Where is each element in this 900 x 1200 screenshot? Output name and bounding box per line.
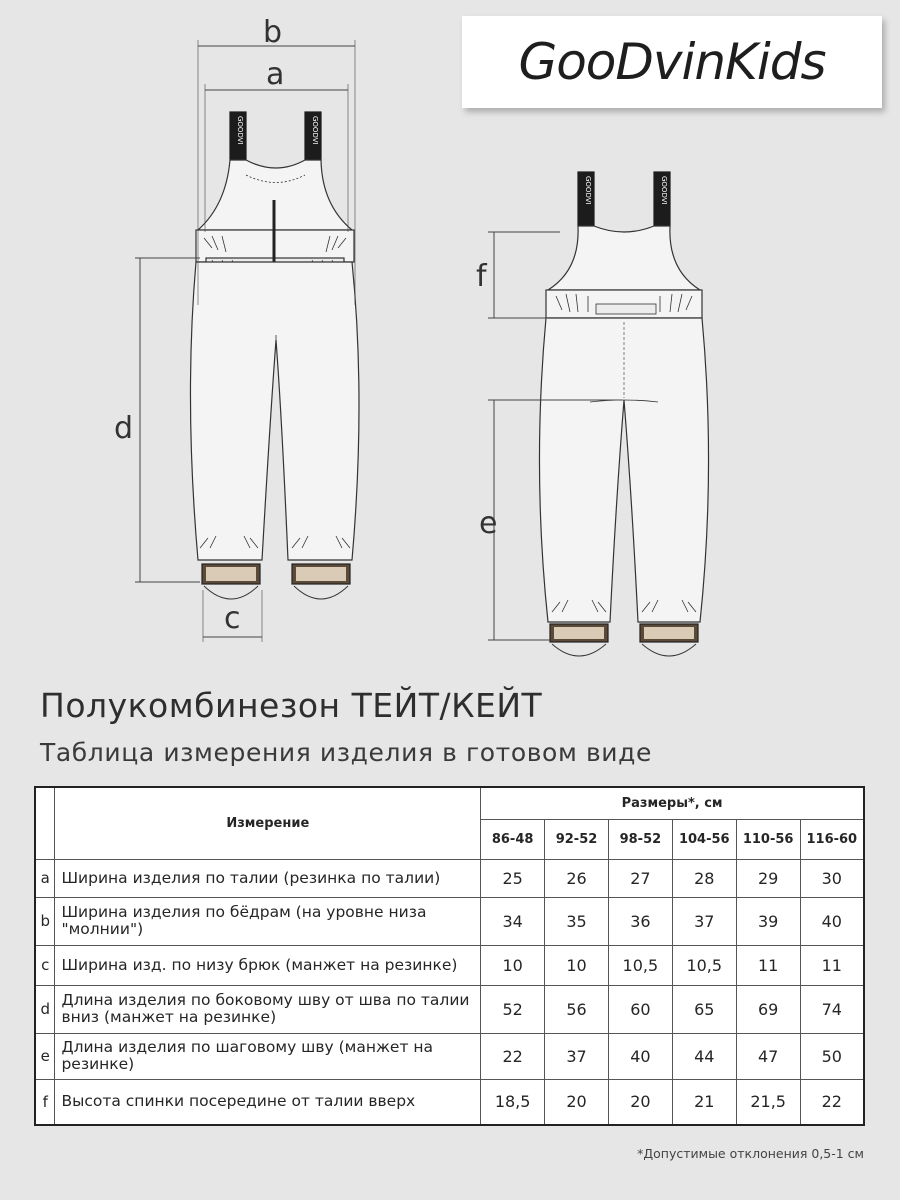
product-title: Полукомбинезон ТЕЙТ/КЕЙТ <box>40 686 543 725</box>
row-label: Высота спинки посередине от талии вверх <box>55 1079 481 1125</box>
row-value: 26 <box>545 859 609 897</box>
row-value: 74 <box>800 985 864 1033</box>
row-label: Длина изделия по шаговому шву (манжет на резинке) <box>55 1033 481 1079</box>
row-value: 35 <box>545 897 609 945</box>
row-value: 47 <box>736 1033 800 1079</box>
row-value: 36 <box>608 897 672 945</box>
row-value: 20 <box>608 1079 672 1125</box>
back-view <box>539 172 708 656</box>
row-value: 50 <box>800 1033 864 1079</box>
row-value: 44 <box>672 1033 736 1079</box>
row-value: 40 <box>608 1033 672 1079</box>
row-value: 40 <box>800 897 864 945</box>
dim-label-b: b <box>263 15 283 50</box>
sizes-header: Размеры*, см <box>481 787 864 819</box>
size-header-cell: 110-56 <box>736 819 800 859</box>
row-letter: c <box>35 945 55 985</box>
row-value: 25 <box>481 859 545 897</box>
row-letter: a <box>35 859 55 897</box>
table-row <box>35 859 864 897</box>
size-header-cell: 86-48 <box>481 819 545 859</box>
brand-logo: GooDvinKids <box>518 33 826 91</box>
size-header-cell: 92-52 <box>545 819 609 859</box>
row-label: Длина изделия по боковому шву от шва по талии вниз (манжет на резинке) <box>55 985 481 1033</box>
row-value: 29 <box>736 859 800 897</box>
row-value: 11 <box>800 945 864 985</box>
dim-label-d: d <box>114 411 134 446</box>
front-view <box>190 112 359 599</box>
row-value: 10 <box>481 945 545 985</box>
row-value: 21 <box>672 1079 736 1125</box>
table-row <box>35 1033 864 1079</box>
table-subtitle: Таблица измерения изделия в готовом виде <box>40 738 653 767</box>
table-row <box>35 897 864 945</box>
row-value: 27 <box>608 859 672 897</box>
row-value: 34 <box>481 897 545 945</box>
strap-text-back-right: GOODVI <box>660 176 668 205</box>
row-label: Ширина изделия по талии (резинка по талии) <box>55 859 481 897</box>
footnote: *Допустимые отклонения 0,5-1 см <box>637 1146 864 1161</box>
table-row <box>35 945 864 985</box>
size-table <box>34 786 865 1126</box>
row-letter: e <box>35 1033 55 1079</box>
row-letter: b <box>35 897 55 945</box>
row-value: 39 <box>736 897 800 945</box>
header-corner-cell <box>35 787 55 859</box>
dim-label-a: a <box>266 57 285 92</box>
row-value: 22 <box>800 1079 864 1125</box>
row-letter: f <box>35 1079 55 1125</box>
dim-label-e: e <box>479 506 498 541</box>
size-header-cell: 98-52 <box>608 819 672 859</box>
row-value: 21,5 <box>736 1079 800 1125</box>
row-value: 52 <box>481 985 545 1033</box>
row-letter: d <box>35 985 55 1033</box>
row-label: Ширина изд. по низу брюк (манжет на резинке) <box>55 945 481 985</box>
table-row <box>35 1079 864 1125</box>
size-header-cell: 116-60 <box>800 819 864 859</box>
dim-label-f: f <box>476 259 487 294</box>
row-value: 10,5 <box>672 945 736 985</box>
strap-text-left: GOODVI <box>236 116 244 145</box>
row-value: 69 <box>736 985 800 1033</box>
row-value: 20 <box>545 1079 609 1125</box>
row-value: 37 <box>672 897 736 945</box>
size-header-cell: 104-56 <box>672 819 736 859</box>
row-value: 60 <box>608 985 672 1033</box>
table-row <box>35 985 864 1033</box>
row-value: 11 <box>736 945 800 985</box>
measure-header: Измерение <box>55 787 481 859</box>
row-value: 10,5 <box>608 945 672 985</box>
dim-label-c: c <box>224 601 241 636</box>
row-value: 37 <box>545 1033 609 1079</box>
row-label: Ширина изделия по бёдрам (на уровне низа "молнии") <box>55 897 481 945</box>
strap-text-right: GOODVI <box>311 116 319 145</box>
row-value: 10 <box>545 945 609 985</box>
row-value: 28 <box>672 859 736 897</box>
row-value: 56 <box>545 985 609 1033</box>
strap-text-back-left: GOODVI <box>584 176 592 205</box>
row-value: 22 <box>481 1033 545 1079</box>
row-value: 65 <box>672 985 736 1033</box>
row-value: 30 <box>800 859 864 897</box>
row-value: 18,5 <box>481 1079 545 1125</box>
